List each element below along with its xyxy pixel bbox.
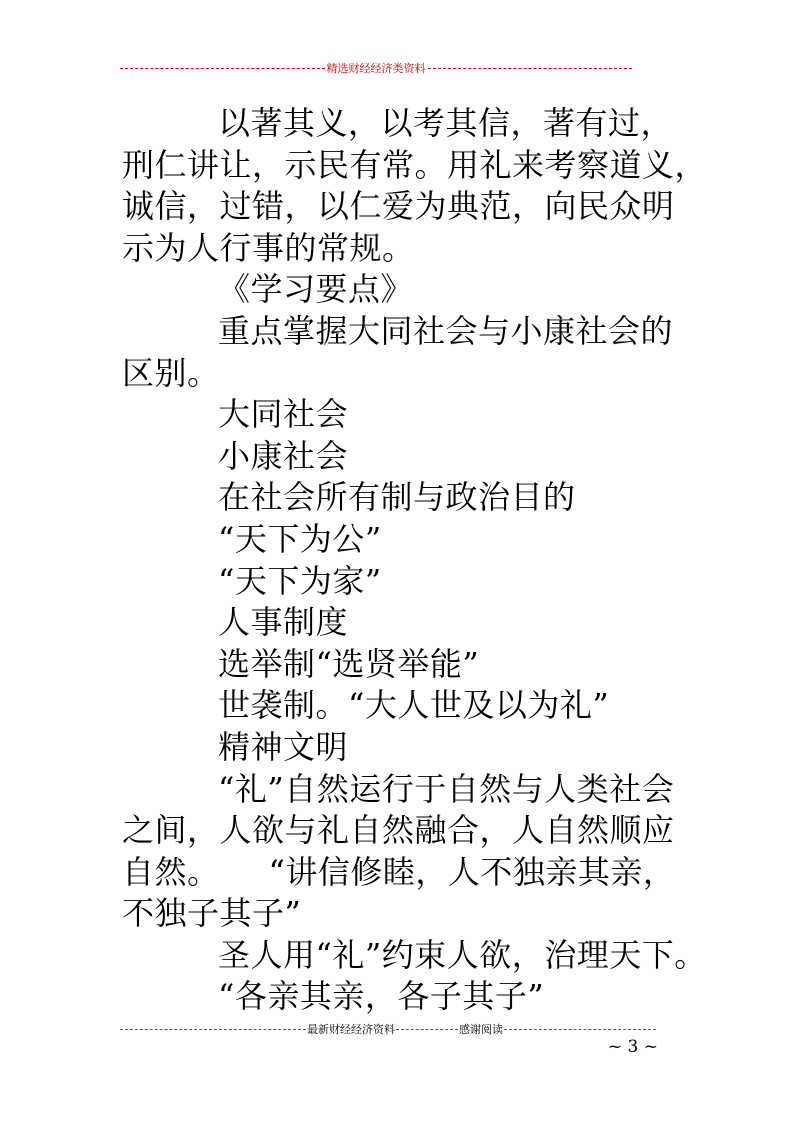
header-label: 精选财经经济类资料	[326, 62, 426, 75]
text-line: 小康社会	[218, 436, 349, 475]
text-line: 《学习要点》	[218, 270, 414, 309]
document-body	[122, 103, 708, 1018]
footer-dash-middle	[396, 1029, 458, 1030]
page-number: ~ 3 ~	[607, 1037, 658, 1057]
text-line: 选举制“选贤举能”	[218, 644, 480, 683]
text-line: “天下为家”	[218, 561, 382, 600]
footer-dash-left	[120, 1029, 306, 1030]
footer-left-label: 最新财经经济资料	[307, 1023, 395, 1036]
text-line: 大同社会	[218, 395, 349, 434]
text-line: 诚信，过错，以仁爱为典范，向民众明	[122, 187, 675, 226]
text-line: 不独子其子”	[122, 894, 302, 933]
text-line: 人事制度	[218, 603, 349, 642]
text-line: 示为人行事的常规。	[122, 228, 415, 267]
text-line: “各亲其亲，各子其子”	[218, 977, 545, 1016]
text-line: 自然。 “讲信修睦，人不独亲其亲，	[122, 852, 676, 891]
header-rule	[120, 60, 632, 76]
footer-right-label: 感谢阅读	[459, 1023, 503, 1036]
header-dash-right	[428, 68, 633, 69]
header-dash-left	[120, 68, 325, 69]
text-line: 之间，人欲与礼自然融合，人自然顺应	[122, 811, 675, 850]
footer-rule	[120, 1021, 656, 1037]
text-line: “礼”自然运行于自然与人类社会	[218, 769, 675, 808]
text-line: 在社会所有制与政治目的	[218, 478, 576, 517]
text-line: “天下为公”	[218, 519, 382, 558]
text-line: 以著其义，以考其信，著有过，	[218, 104, 674, 142]
text-line: 重点掌握大同社会与小康社会的	[218, 311, 674, 350]
text-line: 刑仁讲让，示民有常。用礼来考察道义，	[122, 145, 708, 184]
text-line: 区别。	[122, 353, 220, 392]
footer-dash-right	[504, 1029, 656, 1030]
text-line: 圣人用“礼”约束人欲，治理天下。	[218, 935, 707, 974]
text-line: 精神文明	[218, 727, 349, 766]
text-line: 世袭制。“大人世及以为礼”	[218, 686, 610, 725]
